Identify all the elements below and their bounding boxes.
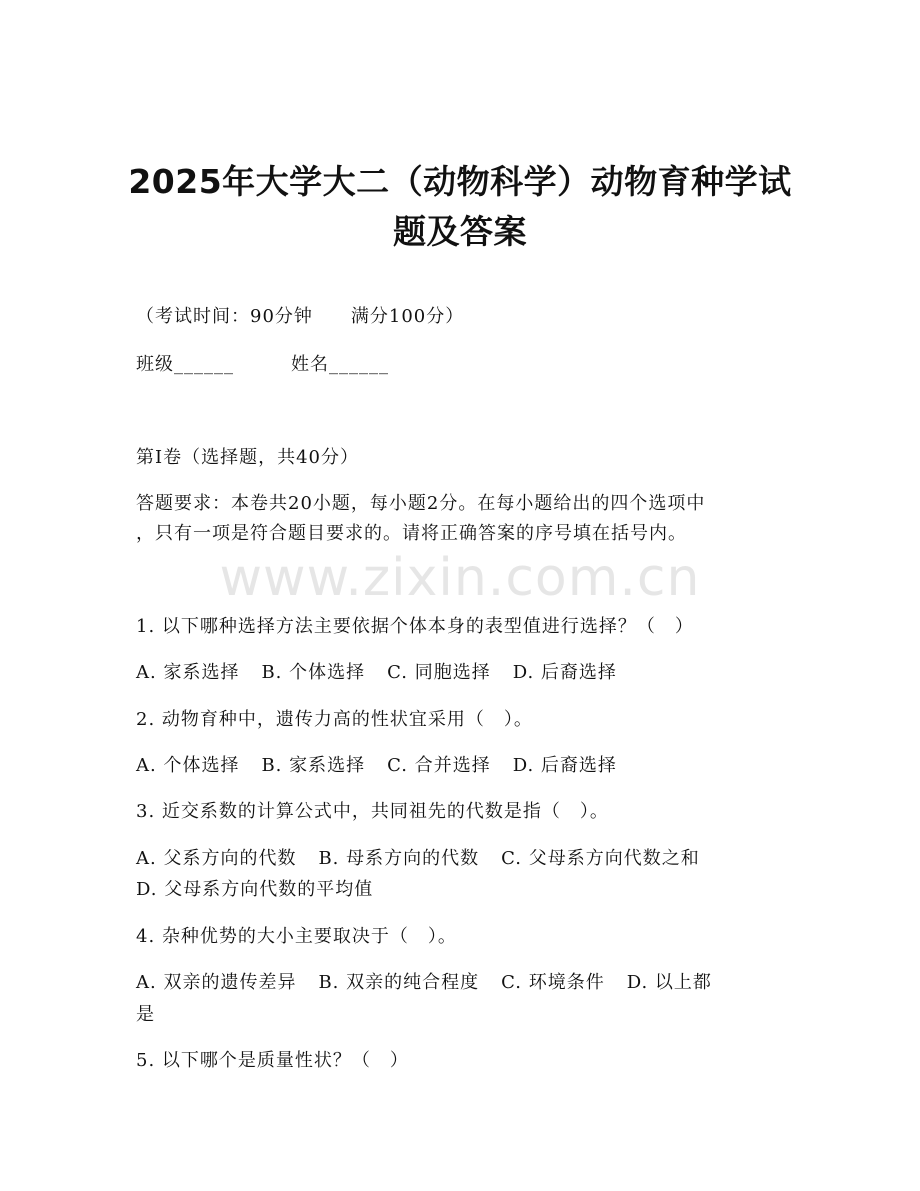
option-a: A. 家系选择 (136, 662, 240, 683)
option-c: C. 合并选择 (387, 755, 491, 776)
instructions-line-1: 答题要求：本卷共20小题，每小题2分。在每小题给出的四个选项中 (136, 493, 706, 514)
question-3-options-line-2: D. 父母系方向代数的平均值 (136, 879, 374, 900)
question-4: 4. 杂种优势的大小主要取决于（ ）。 (136, 926, 457, 947)
option-b: B. 双亲的纯合程度 (318, 972, 480, 993)
option-c: C. 父母系方向代数之和 (501, 848, 700, 869)
question-1: 1. 以下哪种选择方法主要依据个体本身的表型值进行选择？（ ） (136, 616, 694, 637)
option-b: B. 家系选择 (261, 755, 366, 776)
class-name-fields: 班级______ 姓名______ (136, 354, 389, 375)
section-header: 第I卷（选择题，共40分） (136, 447, 360, 468)
question-4-options-line-2: 是 (136, 1004, 155, 1025)
document-title-line-1: 2025年大学大二（动物科学）动物育种学试 (128, 162, 792, 201)
watermark: www.zixin.com.cn (219, 548, 701, 608)
question-3: 3. 近交系数的计算公式中，共同祖先的代数是指（ ）。 (136, 801, 609, 822)
question-3-options (136, 844, 786, 870)
option-d: D. 以上都 (626, 972, 712, 993)
option-b: B. 个体选择 (261, 662, 366, 683)
option-a: A. 双亲的遗传差异 (136, 972, 297, 993)
exam-time-info: （考试时间：90分钟 满分100分） (136, 306, 465, 327)
option-b: B. 母系方向的代数 (318, 848, 480, 869)
option-c: C. 环境条件 (501, 972, 605, 993)
question-4-options (136, 968, 786, 994)
option-d: D. 后裔选择 (512, 662, 617, 683)
question-1-options (136, 658, 786, 684)
option-c: C. 同胞选择 (387, 662, 491, 683)
document-title-line-2: 题及答案 (393, 212, 527, 251)
option-a: A. 父系方向的代数 (136, 848, 297, 869)
question-2-options (136, 751, 786, 777)
option-a: A. 个体选择 (136, 755, 240, 776)
question-5: 5. 以下哪个是质量性状？（ ） (136, 1050, 409, 1071)
question-2: 2. 动物育种中，遗传力高的性状宜采用（ ）。 (136, 709, 533, 730)
option-d: D. 后裔选择 (512, 755, 617, 776)
instructions-line-2: ，只有一项是符合题目要求的。请将正确答案的序号填在括号内。 (136, 523, 687, 544)
